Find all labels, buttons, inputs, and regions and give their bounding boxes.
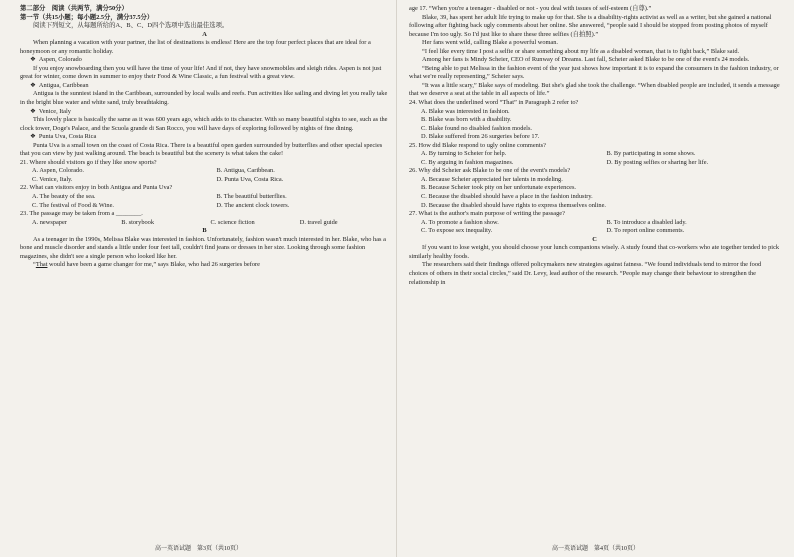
passage-c-label: C <box>592 235 597 243</box>
passage-b-paragraph-6: Among her fans is Mindy Scheier, CEO of Runway of Dreams. Last fall, Scheier asked Blake to be one of the event's 24 models. <box>422 56 750 64</box>
option-a: A. To promote a fashion show. <box>421 218 499 226</box>
option-d: D. Because the disabled should have rights to express themselves online. <box>421 201 606 209</box>
option-b: B. storybook <box>121 218 155 226</box>
destination-antigua-text: Antigua is the sunniest island in the Caribbean, surrounded by local walls and reefs. Fun activities like sailing and diving let you really take in the bright blue water and white sand, truly breathtaking. <box>20 90 388 107</box>
question-21: 21. Where should visitors go if they like snow sports? <box>20 158 157 166</box>
option-d: D. By posting selfies or sharing her life. <box>606 158 709 166</box>
option-b: B. Because Scheier took pity on her unfortunate experiences. <box>421 184 577 192</box>
option-a: A. Because Scheier appreciated her talents in modeling. <box>421 175 563 183</box>
exam-page-4 <box>397 0 794 557</box>
option-a: A. Blake was interested in fashion. <box>421 107 510 115</box>
option-d: D. Punta Uva, Costa Rica. <box>216 175 284 183</box>
question-22-options <box>20 193 389 202</box>
option-d: D. travel guide <box>299 218 338 226</box>
destination-punta-uva-heading <box>20 133 389 142</box>
destination-name: Venice, Italy <box>38 107 71 115</box>
passage-b-paragraph-2 <box>20 261 389 270</box>
option-b: B. Antigua, Caribbean. <box>216 167 275 175</box>
question-26: 26. Why did Scheier ask Blake to be one of the event's models? <box>409 167 571 175</box>
destination-antigua-heading <box>20 82 389 91</box>
option-a: A. newspaper <box>32 218 67 226</box>
bullet-icon: ❖ <box>30 81 36 89</box>
option-a: A. The beauty of the sea. <box>32 193 96 201</box>
page-footer: 高一英语试题 第3页（共10页） <box>154 546 242 553</box>
destination-punta-uva-text: Punta Uva is a small town on the coast of Costa Rica. There is a beautiful open garden surrounded by butterflies and other special species that you can view by just walking around. The beach is beautiful but the scenery is what takes the cake! <box>20 141 383 158</box>
paragraph-text: would have been a game changer for me,” says Blake, who had 26 surgeries before <box>47 261 260 269</box>
destination-name: Aspen, Colorado <box>38 56 82 64</box>
question-24: 24. What does the underlined word “That” in Paragraph 2 refer to? <box>409 99 579 107</box>
question-21-options-2 <box>20 176 389 185</box>
option-c: C. Blake found no disabled fashion models. <box>421 124 533 132</box>
underlined-word-that: That <box>35 261 48 269</box>
question-22: 22. What can visitors enjoy in both Antigua and Punta Uva? <box>20 184 173 192</box>
option-d: D. To report online comments. <box>606 227 685 235</box>
passage-b-continuation: age 17. “When you're a teenager - disabled or not - you deal with issues of self-esteem (自尊).” <box>409 5 652 12</box>
destination-name: Antigua, Caribbean <box>38 81 89 89</box>
passage-b-paragraph-1: As a teenager in the 1990s, Melissa Blake was interested in fashion. Unfortunately, fashion wasn't much interested in her. Blake, who has a bone and muscle disorder and stands a little under four feet tall, couldn't find jeans or dresses in her size. Looking through some fashion magazines, she didn't see a single person who looked like her. <box>20 235 386 260</box>
question-25-options-2 <box>409 159 780 168</box>
option-c: C. science fiction <box>210 218 255 226</box>
bullet-icon: ❖ <box>30 56 36 64</box>
destination-venice-heading <box>20 108 389 117</box>
option-a: A. Aspen, Colorado. <box>32 167 84 175</box>
option-b: B. The beautiful butterflies. <box>216 193 287 201</box>
question-22-options-2 <box>20 202 389 211</box>
question-25-options <box>409 150 780 159</box>
bullet-icon: ❖ <box>30 133 36 141</box>
destination-aspen-text: If you enjoy snowboarding then you will have the time of your life! And if not, they have snowmobiles and sleigh rides. Aspen is not just great for winter, come down in summer to enjoy their Food & Wine Classic, a fun festival with a great view. <box>20 64 382 81</box>
passage-c-paragraph-2: The researchers said their findings offered policymakers new strategies against fatness. “We found individuals tend to mirror the food choices of others in their social circles,” said Dr. Levy, lead author of the research. “People may change their behaviour to strengthen the relationship in <box>409 261 762 286</box>
option-c: C. By arguing in fashion magazines. <box>421 158 514 166</box>
part-title: 第二部分 阅读（共两节，满分50分） <box>20 5 128 12</box>
option-c: C. Because the disabled should have a place in the fashion industry. <box>421 193 593 201</box>
passage-c-paragraph-1: If you want to lose weight, you should choose your lunch companions wisely. A study found that co-workers who ate together tended to pick similarly healthy foods. <box>409 244 780 260</box>
question-25: 25. How did Blake respond to ugly online comments? <box>409 141 546 149</box>
passage-b-paragraph-8: “It was a little scary,” Blake says of modeling. But she's glad she took the challenge. “When disabled people are included, it sends a message that we deserve a seat at the table in all aspects of life.” <box>409 81 780 98</box>
passage-b-paragraph-5: “I feel like every time I post a selfie or share something about my life as a disabled woman, that is to fight back,” Blake said. <box>422 47 740 55</box>
passage-b-label: B <box>202 227 207 235</box>
option-b: B. By participating in some shows. <box>606 150 696 158</box>
question-23: 23. The passage may be taken from a ________. <box>20 210 143 218</box>
passage-b-paragraph-7: “Being able to put Melissa in the fashion event of the year just shows how important it is to expand the consumers in the fashion industry, or what we're really representing,” Scheier says. <box>409 64 779 81</box>
instruction: 阅读下列短文，从每题所给的A、B、C、D四个选项中选出最佳选项。 <box>33 22 229 30</box>
page-footer: 高一英语试题 第4页（共10页） <box>551 546 639 553</box>
option-b: B. Blake was born with a disability. <box>421 116 512 124</box>
destination-name: Punta Uva, Costa Rica <box>38 133 97 141</box>
question-27-options <box>409 219 780 228</box>
option-c: C. To expose sex inequality. <box>421 227 493 235</box>
option-a: A. By turning to Scheier for help. <box>421 150 507 158</box>
passage-b-paragraph-4: Her fans went wild, calling Blake a powerful woman. <box>422 39 558 47</box>
option-c: C. The festival of Food & Wine. <box>32 201 114 209</box>
option-b: B. To introduce a disabled lady. <box>606 218 687 226</box>
quote-mark: “ <box>33 261 36 269</box>
question-23-options <box>20 219 389 228</box>
question-27-options-2 <box>409 227 780 236</box>
option-c: C. Venice, Italy. <box>32 175 73 183</box>
bullet-icon: ❖ <box>30 107 36 115</box>
destination-aspen-heading <box>20 56 389 65</box>
passage-a-label: A <box>202 30 207 38</box>
question-21-options <box>20 167 389 176</box>
option-d: D. Blake suffered from 26 surgeries before 17. <box>421 133 540 141</box>
question-27: 27. What is the author's main purpose of writing the passage? <box>409 210 565 218</box>
destination-venice-text: This lovely place is basically the same as it was 600 years ago, which adds to its character. With so many beautiful sights to see, such as the clock tower, Doge's Palace, and the Scuola grande di San Rocco, you will have days of exploring followed by nights of fine dining. <box>20 116 388 132</box>
passage-a-intro: When planning a vacation with your partner, the list of destinations is endless! Here are the top four perfect places that are ideal for a honeymoon or any romantic holiday. <box>20 39 371 55</box>
option-d: D. The ancient clock towers. <box>216 201 290 209</box>
section-title: 第一节（共15小题；每小题2.5分，满分37.5分） <box>20 13 154 21</box>
passage-b-paragraph-3: Blake, 39, has spent her adult life trying to make up for that. She is a disability-rights activist as well as a writer, but she gained a national following after fighting back ugly comments about her online. She answered, “people said I should be stopped from posting photos of myself because I'm too ugly. So I'd just like to share these three selfies (自拍照).” <box>409 13 772 38</box>
